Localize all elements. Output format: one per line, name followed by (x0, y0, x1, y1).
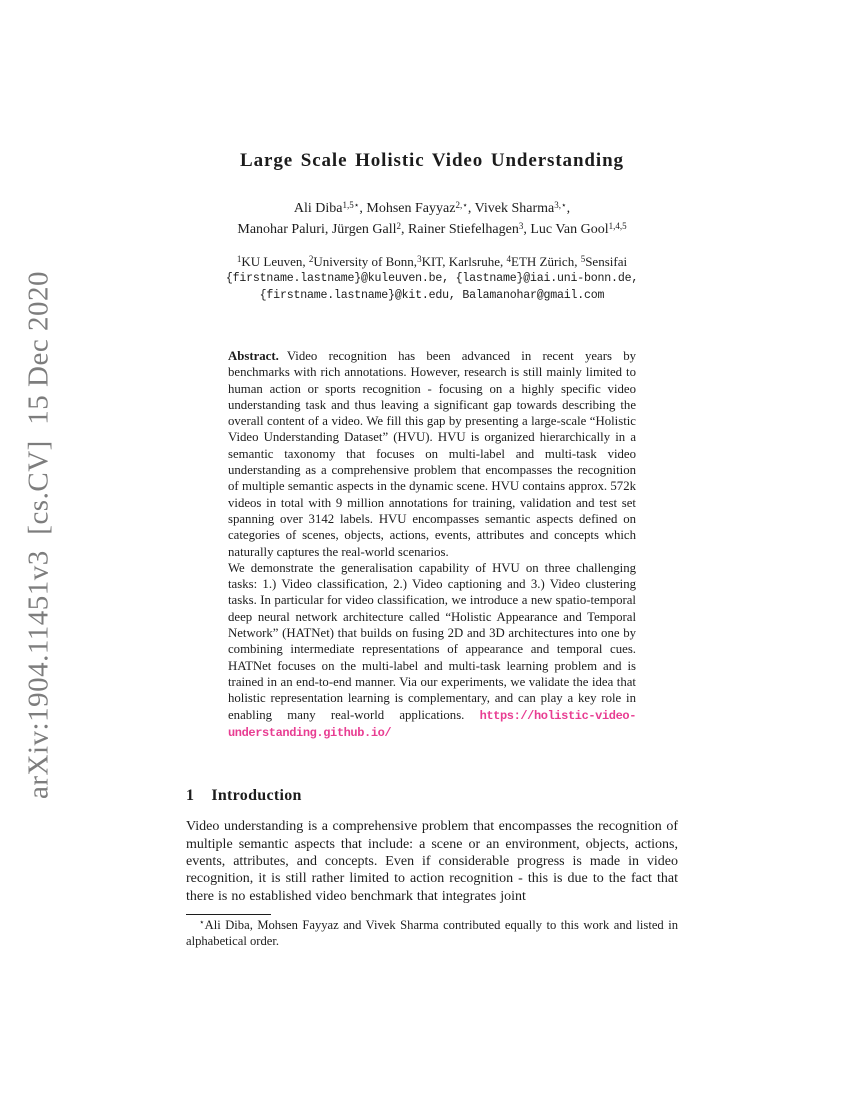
author-line-1 (186, 198, 678, 219)
section-title: Introduction (211, 787, 302, 805)
email-line-1: {firstname.lastname}@kuleuven.be, {lastname}@iai.uni-bonn.de, (225, 272, 639, 285)
author-affil-marker: 1,4,5 (608, 220, 627, 231)
abstract-label: Abstract. (228, 349, 279, 363)
author-name: Ali Diba (293, 201, 343, 216)
abstract-paragraph-1 (228, 348, 636, 560)
affiliation-line (186, 253, 678, 270)
section-heading-introduction (186, 787, 678, 805)
email-line-2: {firstname.lastname}@kit.edu, Balamanohar@gmail.com (259, 289, 605, 302)
affil-name: ETH Zürich, (511, 254, 581, 269)
email-block (186, 270, 678, 304)
footnote-text: Ali Diba, Mohsen Fayyaz and Vivek Sharma contributed equally to this work and listed in alphabetical order. (186, 918, 678, 948)
affil-marker: 4 (506, 253, 512, 264)
abstract-paragraph-2 (228, 560, 636, 741)
author-list (186, 198, 678, 240)
author-name: Manohar Paluri, Jürgen Gall (237, 222, 397, 237)
project-url-link[interactable]: https://holistic-video-understanding.github.io/ (228, 708, 636, 740)
section-number: 1 (186, 787, 195, 805)
paper-page (186, 0, 678, 949)
abstract (228, 348, 636, 741)
author-affil-marker: 2 (396, 220, 402, 231)
author-name: , (566, 201, 571, 216)
footnote-rule (186, 914, 271, 915)
arxiv-watermark: arXiv:1904.11451v3 [cs.CV] 15 Dec 2020 (22, 271, 55, 799)
author-line-2 (186, 219, 678, 240)
paper-title: Large Scale Holistic Video Understanding (240, 150, 624, 171)
affil-marker: 5 (580, 253, 586, 264)
author-name: , Vivek Sharma (467, 201, 555, 216)
introduction-paragraph: Video understanding is a comprehensive problem that encompasses the recognition of multiple semantic aspects that include: a scene or an environment, objects, actions, events, attributes, and concepts. Even if considerable progress is made in video recognition, it is still rather limited to action recognition - this is due to the fact that there is no established video benchmark that integrates joint (186, 819, 678, 904)
footnote (186, 918, 678, 949)
author-affil-marker: 2,⋆ (455, 199, 468, 210)
abstract-text-1: Video recognition has been advanced in recent years by benchmarks with rich annotations. However, research is still mainly limited to human action or sports recognition - focusing on a highly specific video understanding task and thus leaving a significant gap towards describing the overall content of a video. We fill this gap by presenting a large-scale “Holistic Video Understanding Dataset” (HVU). HVU is organized hierarchically in a semantic taxonomy that focuses on multi-label and multi-task video understanding as a comprehensive problem that encompasses the recognition of multiple semantic aspects in the dynamic scene. HVU contains approx. 572k videos in total with 9 million annotations for training, validation and test set spanning over 3142 labels. HVU encompasses semantic aspects defined on categories of scenes, objects, actions, events, attributes and concepts which naturally captures the real-world scenarios. (228, 349, 636, 559)
affil-name: KIT, Karlsruhe, (421, 254, 507, 269)
author-affil-marker: 3,⋆ (554, 199, 567, 210)
author-name: , Rainer Stiefelhagen (401, 222, 519, 237)
author-affil-marker: 3 (518, 220, 524, 231)
abstract-text-2: We demonstrate the generalisation capability of HVU on three challenging tasks: 1.) Video classification, 2.) Video captioning and 3.) Video clustering tasks. In particular for video classification, we introduce a new spatio-temporal deep neural network architecture called “Holistic Appearance and Temporal Network” (HATNet) that builds on fusing 2D and 3D architectures into one by combining intermediate representations of appearance and temporal cues. HATNet focuses on the multi-label and multi-task learning problem and is trained in an end-to-end manner. Via our experiments, we validate the idea that holistic representation learning is complementary, and can play a key role in enabling many real-world applications. (228, 560, 636, 722)
author-name: , Mohsen Fayyaz (359, 201, 456, 216)
author-affil-marker: 1,5⋆ (342, 199, 360, 210)
affil-marker: 3 (417, 253, 422, 264)
author-name: , Luc Van Gool (523, 222, 609, 237)
affil-marker: 2 (308, 253, 314, 264)
affil-name: KU Leuven, (241, 254, 309, 269)
affil-name: Sensifai (585, 254, 628, 269)
affil-name: University of Bonn, (313, 254, 418, 269)
affil-marker: 1 (236, 253, 242, 264)
footnote-marker: ⋆ (199, 917, 205, 928)
